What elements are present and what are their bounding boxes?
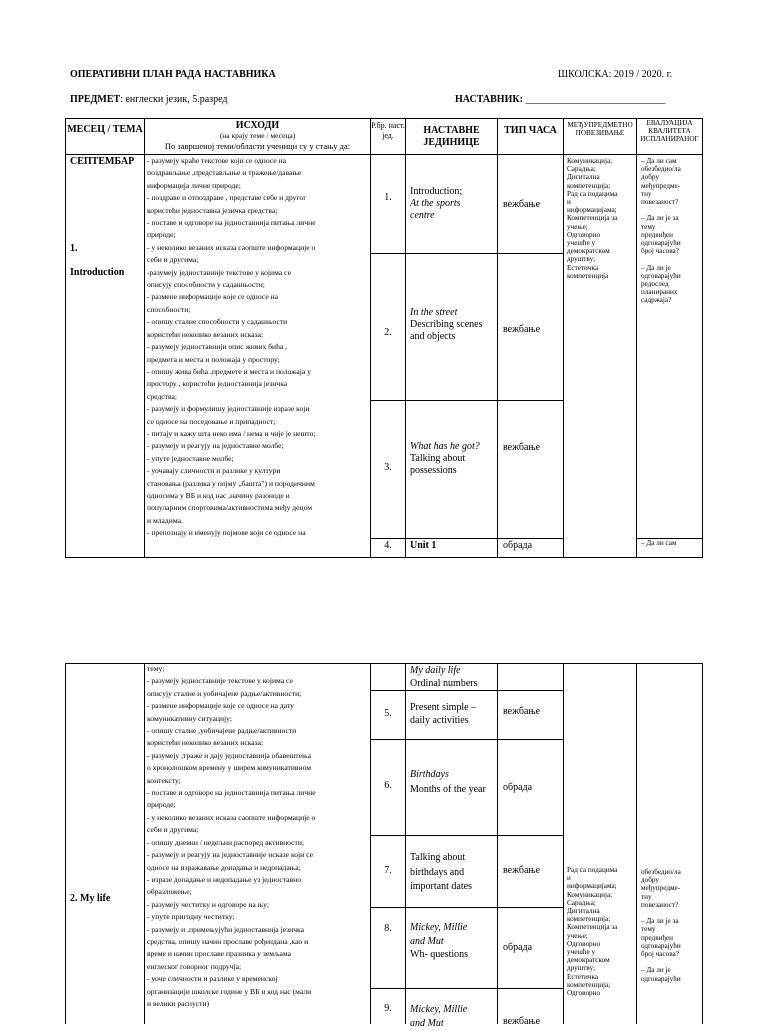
lesson-type-3: вежбање: [503, 442, 541, 453]
lesson-unit-2: [410, 307, 496, 343]
correlation-item: информацијама;: [567, 882, 617, 891]
outcome-line: комуникативну ситуацију;: [147, 713, 232, 723]
correlation-item: компетенција: [567, 271, 609, 280]
lesson-unit-italic: and Mut: [410, 1018, 444, 1029]
lesson-unit-2-line: and objects: [410, 331, 456, 342]
evaluation-item: међупредме-: [641, 884, 681, 893]
lesson-no-3: 3.: [384, 462, 392, 473]
correlation-item: и: [567, 198, 571, 207]
evaluation-item: повезаност?: [641, 900, 679, 909]
lesson-type-6: обрада: [503, 782, 533, 793]
lesson-unit-1-italic: centre: [410, 210, 435, 221]
teacher-label: НАСТАВНИК:: [455, 94, 523, 105]
lesson-unit-3-line: possessions: [410, 465, 457, 476]
lesson-unit-line: Wh- questions: [410, 949, 469, 960]
correlation-list: [567, 157, 635, 280]
correlation-item: Рад са подацима: [567, 866, 618, 874]
lesson-unit-line: Talking about: [410, 852, 466, 863]
outcome-line: себи и другима;: [147, 255, 199, 265]
outcome-line: -разумеју једноставније текстове у којима се: [147, 267, 291, 277]
correlation-item: Естетичка: [567, 972, 599, 981]
evaluation-item: број часова?: [641, 247, 679, 256]
outcomes-list-2: [147, 663, 369, 1024]
header-lesson-no: Р.бр. наст. јед.: [371, 121, 405, 140]
outcome-line: - у неколико везаних исказа саопште информације о: [147, 812, 316, 822]
lesson-no-7: 7.: [384, 865, 392, 876]
lesson-unit-1: [410, 186, 496, 222]
correlation-item: компетенција;: [567, 181, 611, 190]
evaluation-item: [641, 206, 702, 214]
evaluation-item: повезаност?: [641, 198, 679, 207]
lesson-unit-3-line: Talking about: [410, 453, 466, 464]
outcome-line: користећи неколико везаних исказа;: [147, 329, 264, 339]
lesson-unit-1-italic: At the sports: [410, 198, 461, 209]
outcome-line: - опишу жива бића ,предмете и места и положаја у: [147, 366, 311, 376]
correlation-item: Одговорно: [567, 939, 601, 948]
lesson-no-5: 5.: [384, 708, 392, 719]
evaluation-item: међупредме-: [641, 181, 681, 190]
header-outcomes-sub2: По завршеној теми/области ученици су у стању да:: [164, 140, 351, 151]
topic-number: 1.: [70, 243, 78, 254]
outcome-line: - разумеју једноставнији опис живих бића ,: [147, 342, 288, 352]
header-correlation: МЕЂУПРЕДМЕТНО ПОВЕЗИВАЊЕ: [567, 121, 633, 138]
outcome-line: - изразе допадање и недопадање уз једноставно: [147, 874, 301, 884]
evaluation-item: добру: [641, 876, 660, 885]
lesson-type-8: обрада: [503, 942, 533, 953]
school-year: ШКОЛСКА: 2019 / 2020. г.: [558, 69, 673, 80]
header-units: НАСТАВНЕ ЈЕДИНИЦЕ: [423, 125, 480, 148]
correlation-item: учешће у: [567, 239, 596, 248]
outcome-line: средства;: [147, 391, 177, 401]
evaluation-item: предвиђен: [641, 230, 673, 239]
lesson-type-2: вежбање: [503, 324, 541, 335]
correlation-item: друштву;: [567, 964, 596, 973]
lesson-unit-6: [410, 767, 496, 797]
outcome-line: описују сталне и уобичајене радње/активности;: [147, 688, 302, 698]
correlation-item: демократском: [567, 956, 610, 965]
evaluation-item: – Да ли сам: [641, 157, 677, 165]
lesson-unit-italic: Mickey, Millie: [410, 1004, 468, 1015]
lesson-unit-line: birthdays and: [410, 866, 465, 878]
correlation-item: Одговорно: [567, 989, 601, 998]
lesson-no-1: 1.: [384, 192, 392, 203]
lesson-unit-italic: and Mut: [410, 935, 444, 947]
correlation-item: учење;: [567, 222, 588, 231]
subject-value: : енглески језик, 5.разред: [120, 94, 228, 105]
lesson-no-2: 2.: [384, 327, 392, 338]
evaluation-item: садржаја?: [641, 296, 672, 305]
outcome-line: становања (разлика у појму „башта") и породичним: [147, 478, 315, 488]
correlation-item: Комуникација;: [567, 157, 613, 165]
outcome-line: - разумеју и реагују на једноставне молбе;: [147, 441, 284, 451]
outcome-line: информација личне природе;: [147, 180, 241, 190]
outcome-line: - поставе и одговоре на једноставнија питања личне: [147, 218, 316, 228]
lesson-unit-line: Present simple –: [410, 702, 477, 713]
correlation-item: компетенција;: [567, 980, 611, 989]
outcome-line: способности;: [147, 304, 191, 314]
lesson-unit-my-daily-life: [410, 664, 496, 690]
evaluation-item: предвиђен: [641, 933, 673, 942]
evaluation-bottom: – Да ли сам: [641, 539, 677, 547]
outcome-line: - поздраве и отпоздраве , представе себе и другог: [147, 193, 307, 203]
subject-label: ПРЕДМЕТ: [70, 94, 121, 105]
subject-line: [70, 94, 228, 106]
evaluation-item: обезбедио/ла: [641, 868, 681, 876]
outcome-line: природе;: [147, 800, 176, 810]
lesson-unit-line: important dates: [410, 881, 472, 892]
lesson-unit-1-line: Introduction;: [410, 186, 463, 197]
evaluation-item: [641, 255, 702, 263]
lesson-unit-line: Ordinal numbers: [410, 678, 478, 689]
evaluation-item: – Да ли је за: [641, 214, 679, 223]
outcome-line: - разумеју и реагују на једноставније исказе који се: [147, 850, 313, 860]
teacher-blank: ____________________________: [525, 94, 666, 105]
evaluation-item: [641, 958, 702, 966]
evaluation-item: одговарајући: [641, 941, 681, 950]
evaluation-list-2: [641, 868, 702, 983]
evaluation-item: тему: [641, 925, 656, 934]
plan-title: ОПЕРАТИВНИ ПЛАН РАДА НАСТАВНИКА: [70, 69, 276, 80]
lesson-unit-7: [410, 851, 496, 895]
month-september: СЕПТЕМБАР: [70, 156, 135, 167]
correlation-item: информацијама;: [567, 206, 617, 215]
correlation-item: Сарадња;: [567, 165, 596, 174]
lesson-unit-5: [410, 701, 496, 727]
outcome-line: и младима.: [147, 515, 183, 525]
evaluation-item: одговарајући: [641, 271, 681, 280]
lesson-unit-line: daily activities: [410, 715, 469, 726]
lesson-unit-italic: Birthdays: [410, 769, 449, 780]
outcome-line: се односе на поседовање и припадност;: [147, 416, 276, 426]
correlation-list-2: [567, 866, 635, 997]
outcome-line: - размене информације које се односе на дату: [147, 701, 294, 711]
evaluation-item: – Да ли је за: [641, 917, 679, 926]
correlation-item: Комуникација;: [567, 890, 613, 899]
lesson-unit-8: [410, 921, 496, 962]
evaluation-item: добру: [641, 173, 660, 182]
evaluation-item: – Да ли је: [641, 263, 671, 272]
outcome-line: - разумеју честитку и одговоре на њу;: [147, 899, 269, 909]
lesson-unit-2-italic: In the street: [410, 307, 458, 318]
lesson-no-9: 9.: [384, 1003, 392, 1014]
teacher-line: [455, 94, 665, 106]
lesson-type-4: обрада: [503, 540, 533, 551]
outcome-line: - уоче сличности и разлике у временској: [147, 974, 278, 984]
outcome-line: образложење;: [147, 887, 192, 897]
lesson-unit-3-italic: What has he got?: [410, 441, 480, 452]
correlation-item: и: [567, 874, 571, 883]
outcome-line: - упуте пригодну честитку;: [147, 912, 235, 922]
outcome-line: природе;: [147, 230, 176, 240]
evaluation-item: обезбедио/ла: [641, 165, 681, 174]
header-month-topic: МЕСЕЦ / ТЕМА: [67, 124, 143, 135]
correlation-item: учење;: [567, 931, 588, 940]
correlation-item: учешће у: [567, 948, 596, 957]
outcome-line: организацији школске године у ВБ и код нас (мали: [147, 986, 312, 996]
evaluation-item: тему: [641, 222, 656, 231]
evaluation-item: одговарајући: [641, 974, 681, 983]
outcome-line: - уочавају сличности и разлике у култури: [147, 466, 281, 476]
outcome-line: о хронолошком времену у ширем комуникативном: [147, 763, 312, 773]
evaluation-item: планираних: [641, 288, 678, 297]
correlation-item: друштву;: [567, 255, 596, 264]
outcome-line: - препознају и именују појмове који се односе на: [147, 528, 306, 538]
outcome-line: односима у ВБ и код нас ,начину разоноде и: [147, 490, 290, 500]
lesson-no-8: 8.: [384, 923, 392, 934]
lesson-type-5: вежбање: [503, 706, 541, 717]
lesson-unit-9: [410, 1003, 496, 1031]
lesson-unit-4: Unit 1: [410, 540, 437, 551]
correlation-item: Рад са подацима: [567, 189, 618, 198]
correlation-item: Дигитална: [567, 907, 600, 916]
outcome-line: користећи једноставна језичка средства;: [147, 205, 278, 215]
header-lesson-type: ТИП ЧАСА: [504, 125, 557, 136]
outcome-line: средства, опишу начин прославе рођендана ,као и: [147, 936, 309, 946]
header-outcomes: [145, 120, 370, 151]
evaluation-item: тну: [641, 189, 652, 198]
outcome-line: и велики распусти): [147, 998, 210, 1008]
outcome-line: - питају и кажу шта неко има / нема и чије је нешто;: [147, 428, 316, 438]
topic-my-life: 2. My life: [70, 893, 111, 904]
outcome-line: - разумеју краће текстове који се односе на: [147, 156, 286, 165]
outcome-line: тему;: [147, 664, 165, 673]
correlation-item: демократском: [567, 247, 610, 256]
outcome-line: - опишу дневни / недељни распоред активности;: [147, 837, 304, 847]
correlation-item: Компетенција за: [567, 214, 618, 223]
lesson-unit-italic: My daily life: [410, 665, 461, 676]
correlation-item: Сарадња;: [567, 898, 596, 907]
evaluation-list: [641, 157, 702, 305]
outcome-line: поздрављање ,представљање и тражење/давање: [147, 168, 302, 178]
lesson-unit-2-line: Describing scenes: [410, 319, 483, 330]
evaluation-item: [641, 909, 702, 917]
topic-name: Introduction: [70, 267, 125, 278]
outcome-line: контексту;: [147, 775, 181, 785]
outcome-line: описују способности у садашњости;: [147, 280, 265, 290]
outcome-line: - разумеју једноставније текстове у којима се: [147, 676, 293, 686]
correlation-item: компетенција;: [567, 915, 611, 924]
outcome-line: време и начин прославе празника у земљама: [147, 949, 292, 959]
header-outcomes-title: ИСХОДИ: [235, 120, 280, 131]
lesson-unit-italic: Mickey, Millie: [410, 922, 468, 933]
lesson-unit-3: [410, 441, 496, 477]
evaluation-item: одговарајући: [641, 239, 681, 248]
outcome-line: себи и другима;: [147, 825, 199, 835]
lesson-type-1: вежбање: [503, 199, 541, 210]
correlation-item: Дигитална: [567, 173, 600, 182]
outcome-line: - разумеју и ,примењујући једноставнија језичка: [147, 924, 304, 934]
outcome-line: енглеског говорног подручја;: [147, 961, 242, 971]
lesson-type-7: вежбање: [503, 865, 541, 876]
outcome-line: - опишу сталне ,уобичајене радње/активности: [147, 726, 297, 736]
header-outcomes-sub1: (на крају теме / месеца): [219, 131, 296, 140]
outcome-line: - упуте једноставне молбе;: [147, 453, 234, 463]
correlation-item: Естетичка: [567, 263, 599, 272]
evaluation-item: редослед: [641, 280, 669, 289]
outcome-line: - опишу сталне способности у садашњости: [147, 317, 288, 327]
outcome-line: - разумеју и формулишу једноставније изразе који: [147, 404, 310, 414]
outcome-line: - разумеју ,тражe и дају једноставнија обавештења: [147, 750, 311, 760]
outcome-line: простору , користећи једноставнија језичка: [147, 379, 288, 389]
outcome-line: предмета и места и положаја у простору;: [147, 354, 280, 364]
outcome-line: односе на изражавање допадања и недопадања;: [147, 862, 301, 872]
outcomes-list: [147, 155, 369, 557]
evaluation-item: тну: [641, 892, 652, 901]
evaluation-item: – Да ли је: [641, 966, 671, 975]
outcome-line: користећи неколико везаних исказа;: [147, 738, 264, 748]
lesson-type-9: вежбање: [503, 1016, 541, 1027]
outcome-line: - поставе и одговоре на једноставнија питања личне: [147, 788, 316, 798]
header-evaluation: ЕВАЛУАЦИЈА КВАЛИТЕТА ИСПЛАНИРАНОГ: [640, 119, 699, 144]
lesson-no-6: 6.: [384, 780, 392, 791]
outcome-line: - у неколико везаних исказа саопште информације о: [147, 242, 316, 252]
evaluation-item: број часова?: [641, 950, 679, 959]
lesson-unit-line: Months of the year: [410, 784, 486, 795]
lesson-no-4: 4.: [384, 540, 392, 551]
correlation-item: Компетенција за: [567, 923, 618, 932]
outcome-line: популарним спортовима/активностима међу децом: [147, 503, 313, 513]
outcome-line: - размене информације које се односе на: [147, 292, 279, 302]
correlation-item: Одговорно: [567, 230, 601, 239]
